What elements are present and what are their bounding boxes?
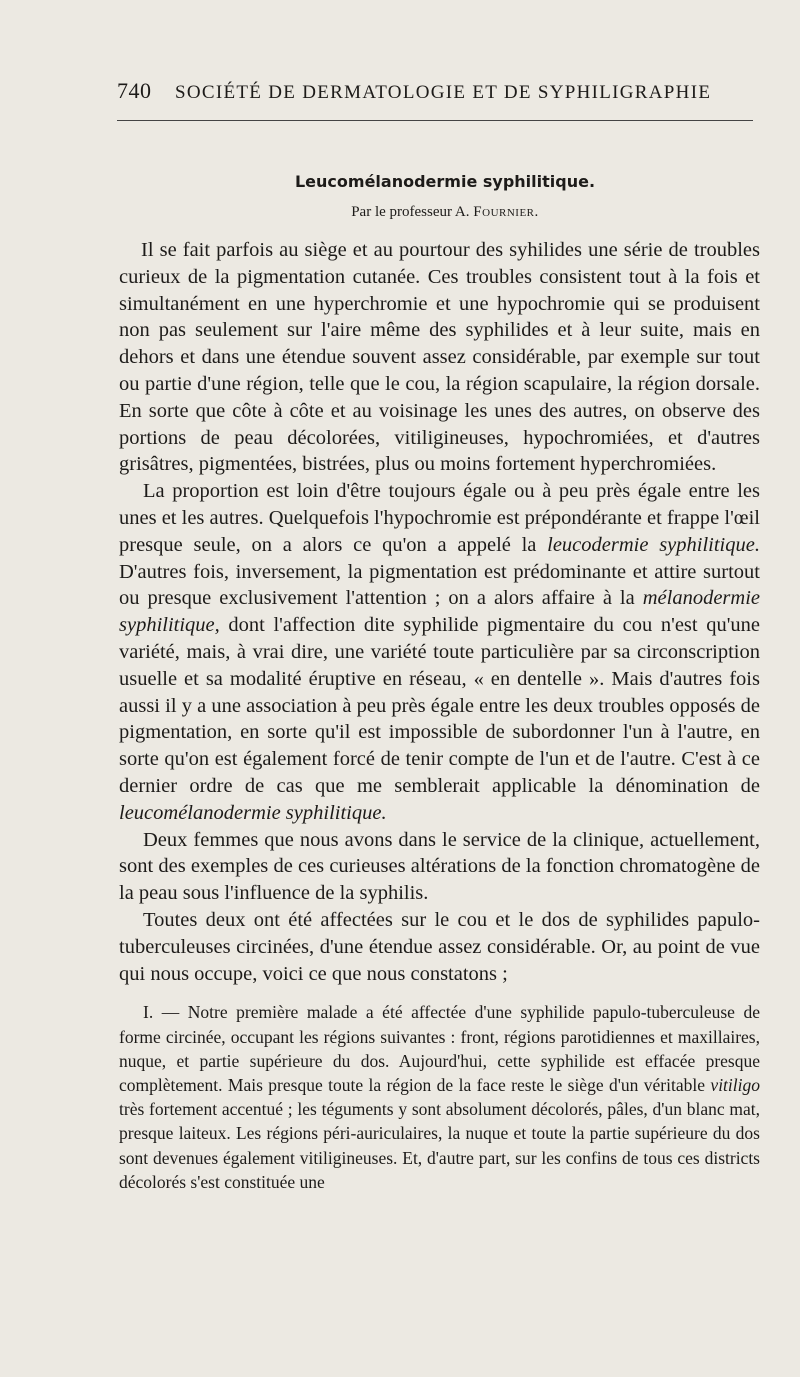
paragraph-2-text-c: dont l'affection dite syphilide pigmentaire du cou n'est qu'une variété, mais, à vrai dire, une variété toute particulière par sa circonscription usuelle et sa modalité éruptive en réseau, « en dentelle ». Mais d'autres fois aussi il y a une association à peu près égale entre les deux troubles opposés de pigmentation, en sorte qu'il est impossible de subordonner l'un à l'autre, en sorte qu'on est également forcé de tenir compte de l'un et de l'autre. C'est à ce dernier ordre de cas que me semblerait applicable la dénomination de (119, 614, 760, 797)
paragraph-2-text-a: La proportion est loin d'être toujours égale ou à peu près égale entre les unes et les autres. Quelquefois l'hypochromie est prépondérante et frappe l'œil presque seule, on a alors ce qu'on a appelé la (119, 480, 760, 556)
header-rule (117, 120, 753, 121)
page-number: 740 (117, 78, 152, 103)
article-title: Leucomélanodermie syphilitique. (294, 172, 596, 191)
byline-prefix: Par le professeur A. (351, 204, 470, 220)
term-melanodermie: mélanodermie syphilitique, (119, 587, 760, 637)
paragraph-2 (119, 478, 760, 826)
article-body (119, 237, 760, 1194)
term-vitiligo: vitiligo (710, 1074, 760, 1095)
case-paragraph-1-text-a: I. — Notre première malade a été affectée d'une syphilide papulo-tuberculeuse de forme circinée, occupant les régions suivantes : front, régions parotidiennes et maxillaires, nuque, et partie supérieure du dos. Aujourd'hui, cette syphilide est effacée presque complètement. Mais presque toute la région de la face reste le siège d'un véritable (119, 1002, 760, 1095)
case-paragraph-1 (119, 1000, 760, 1194)
author-name: Fournier. (473, 204, 539, 220)
paragraph-2-text-b: D'autres fois, inversement, la pigmentation est prédominante et attire surtout ou presque exclusivement l'attention ; on a alors affaire à la (119, 560, 760, 610)
paragraph-1: Il se fait parfois au siège et au pourtour des syhilides une série de troubles curieux de la pigmentation cutanée. Ces troubles consistent tout à la fois et simultanément en une hyperchromie et une hypochromie qui se produisent non pas seulement sur l'aire même des syphilides et à leur suite, mais en dehors et dans une étendue souvent assez considérable, par exemple sur tout ou partie d'une région, telle que le cou, la région scapulaire, la région dorsale. En sorte que côte à côte et au voisinage les unes des autres, on observe des portions de peau décolorées, vitiligineuses, hypochromiées, et d'autres grisâtres, pigmentées, bistrées, plus ou moins fortement hyperchromiées. (119, 239, 760, 476)
case-paragraph-1-text-b: très fortement accentué ; les téguments y sont absolument décolorés, pâles, d'un blanc mat, presque laiteux. Les régions péri-auriculaires, la nuque et toute la partie supérieure du dos sont devenues également vitiligineuses. Et, d'autre part, sur les confins de tous ces districts décolorés s'est constituée une (119, 1099, 760, 1192)
running-header (117, 78, 757, 104)
running-title: SOCIÉTÉ DE DERMATOLOGIE ET DE SYPHILIGRAPHIE (175, 82, 712, 103)
term-leucodermie: leucodermie syphilitique. (547, 533, 760, 556)
term-leucomelanodermie: leucomélanodermie syphilitique. (119, 801, 387, 824)
paragraph-3: Deux femmes que nous avons dans le service de la clinique, actuellement, sont des exemples de ces curieuses altérations de la fonction chromatogène de la peau sous l'influence de la syphilis. (119, 828, 760, 905)
byline (0, 204, 800, 221)
paragraph-4: Toutes deux ont été affectées sur le cou et le dos de syphilides papulo-tuberculeuses circinées, d'une étendue assez considérable. Or, au point de vue qui nous occupe, voici ce que nous constatons ; (119, 908, 760, 985)
